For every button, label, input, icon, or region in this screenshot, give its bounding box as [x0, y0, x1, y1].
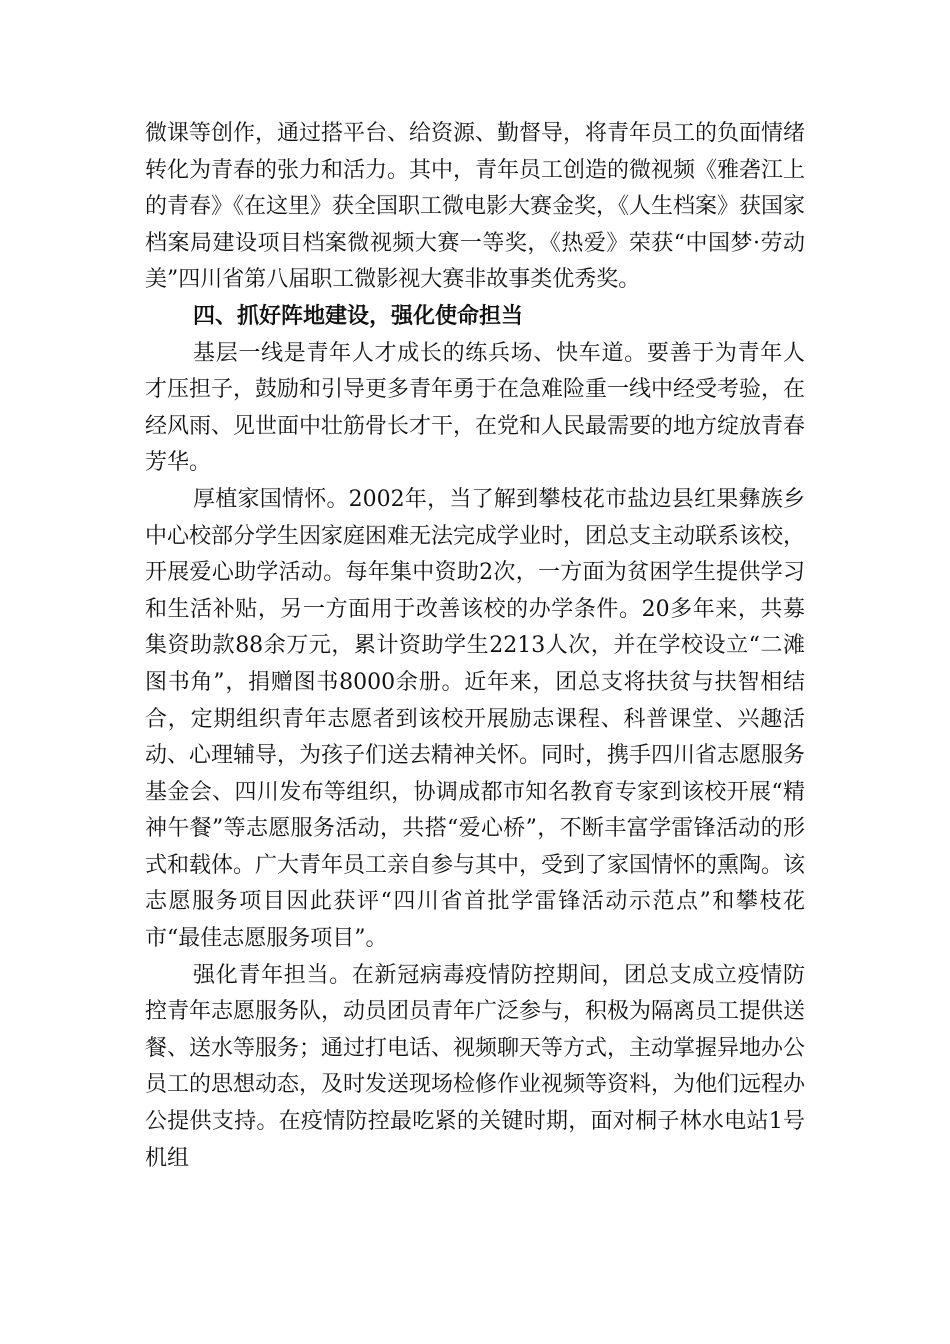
- paragraph-2: 基层一线是青年人才成长的练兵场、快车道。要善于为青年人才压担子，鼓励和引导更多青年勇于在急难险重一线中经受考验，在经风雨、见世面中壮筋骨长才干，在党和人民最需要的地方绽放青春芳华。: [145, 340, 806, 476]
- paragraph-1: 微课等创作，通过搭平台、给资源、勤督导，将青年员工的负面情绪转化为青春的张力和活力。其中，青年员工创造的微视频《雅砻江上的青春》《在这里》获全国职工微电影大赛金奖，《人生档案》获国家档案局建设项目档案微视频大赛一等奖，《热爱》荣获“中国梦·劳动美”四川省第八届职工微影视大赛非故事类优秀奖。: [145, 121, 806, 293]
- paragraph-3: 厚植家国情怀。2002年，当了解到攀枝花市盐边县红果彝族乡中心校部分学生因家庭困难无法完成学业时，团总支主动联系该校，开展爱心助学活动。每年集中资助2次，一方面为贫困学生提供学习和生活补贴，另一方面用于改善该校的办学条件。20多年来，共募集资助款88余万元，累计资助学生2213人次，并在学校设立“二滩图书角”，捐赠图书8000余册。近年来，团总支将扶贫与扶智相结合，定期组织青年志愿者到该校开展励志课程、科普课堂、兴趣活动、心理辅导，为孩子们送去精神关怀。同时，携手四川省志愿服务基金会、四川发布等组织，协调成都市知名教育专家到该校开展“精神午餐”等志愿服务活动，共搭“爱心桥”，不断丰富学雷锋活动的形式和载体。广大青年员工亲自参与其中，受到了家国情怀的熏陶。该志愿服务项目因此获评“四川省首批学雷锋活动示范点”和攀枝花市“最佳志愿服务项目”。: [145, 486, 806, 952]
- paragraph-4: 强化青年担当。在新冠病毒疫情防控期间，团总支成立疫情防控青年志愿服务队，动员团员青年广泛参与，积极为隔离员工提供送餐、送水等服务；通过打电话、视频聊天等方式，主动掌握异地办公员工的思想动态，及时发送现场检修作业视频等资料，为他们远程办公提供支持。在疫情防控最吃紧的关键时期，面对桐子林水电站1号机组: [145, 962, 806, 1171]
- section-heading-4: 四、抓好阵地建设，强化使命担当: [193, 303, 524, 329]
- document-page: [145, 116, 805, 1177]
